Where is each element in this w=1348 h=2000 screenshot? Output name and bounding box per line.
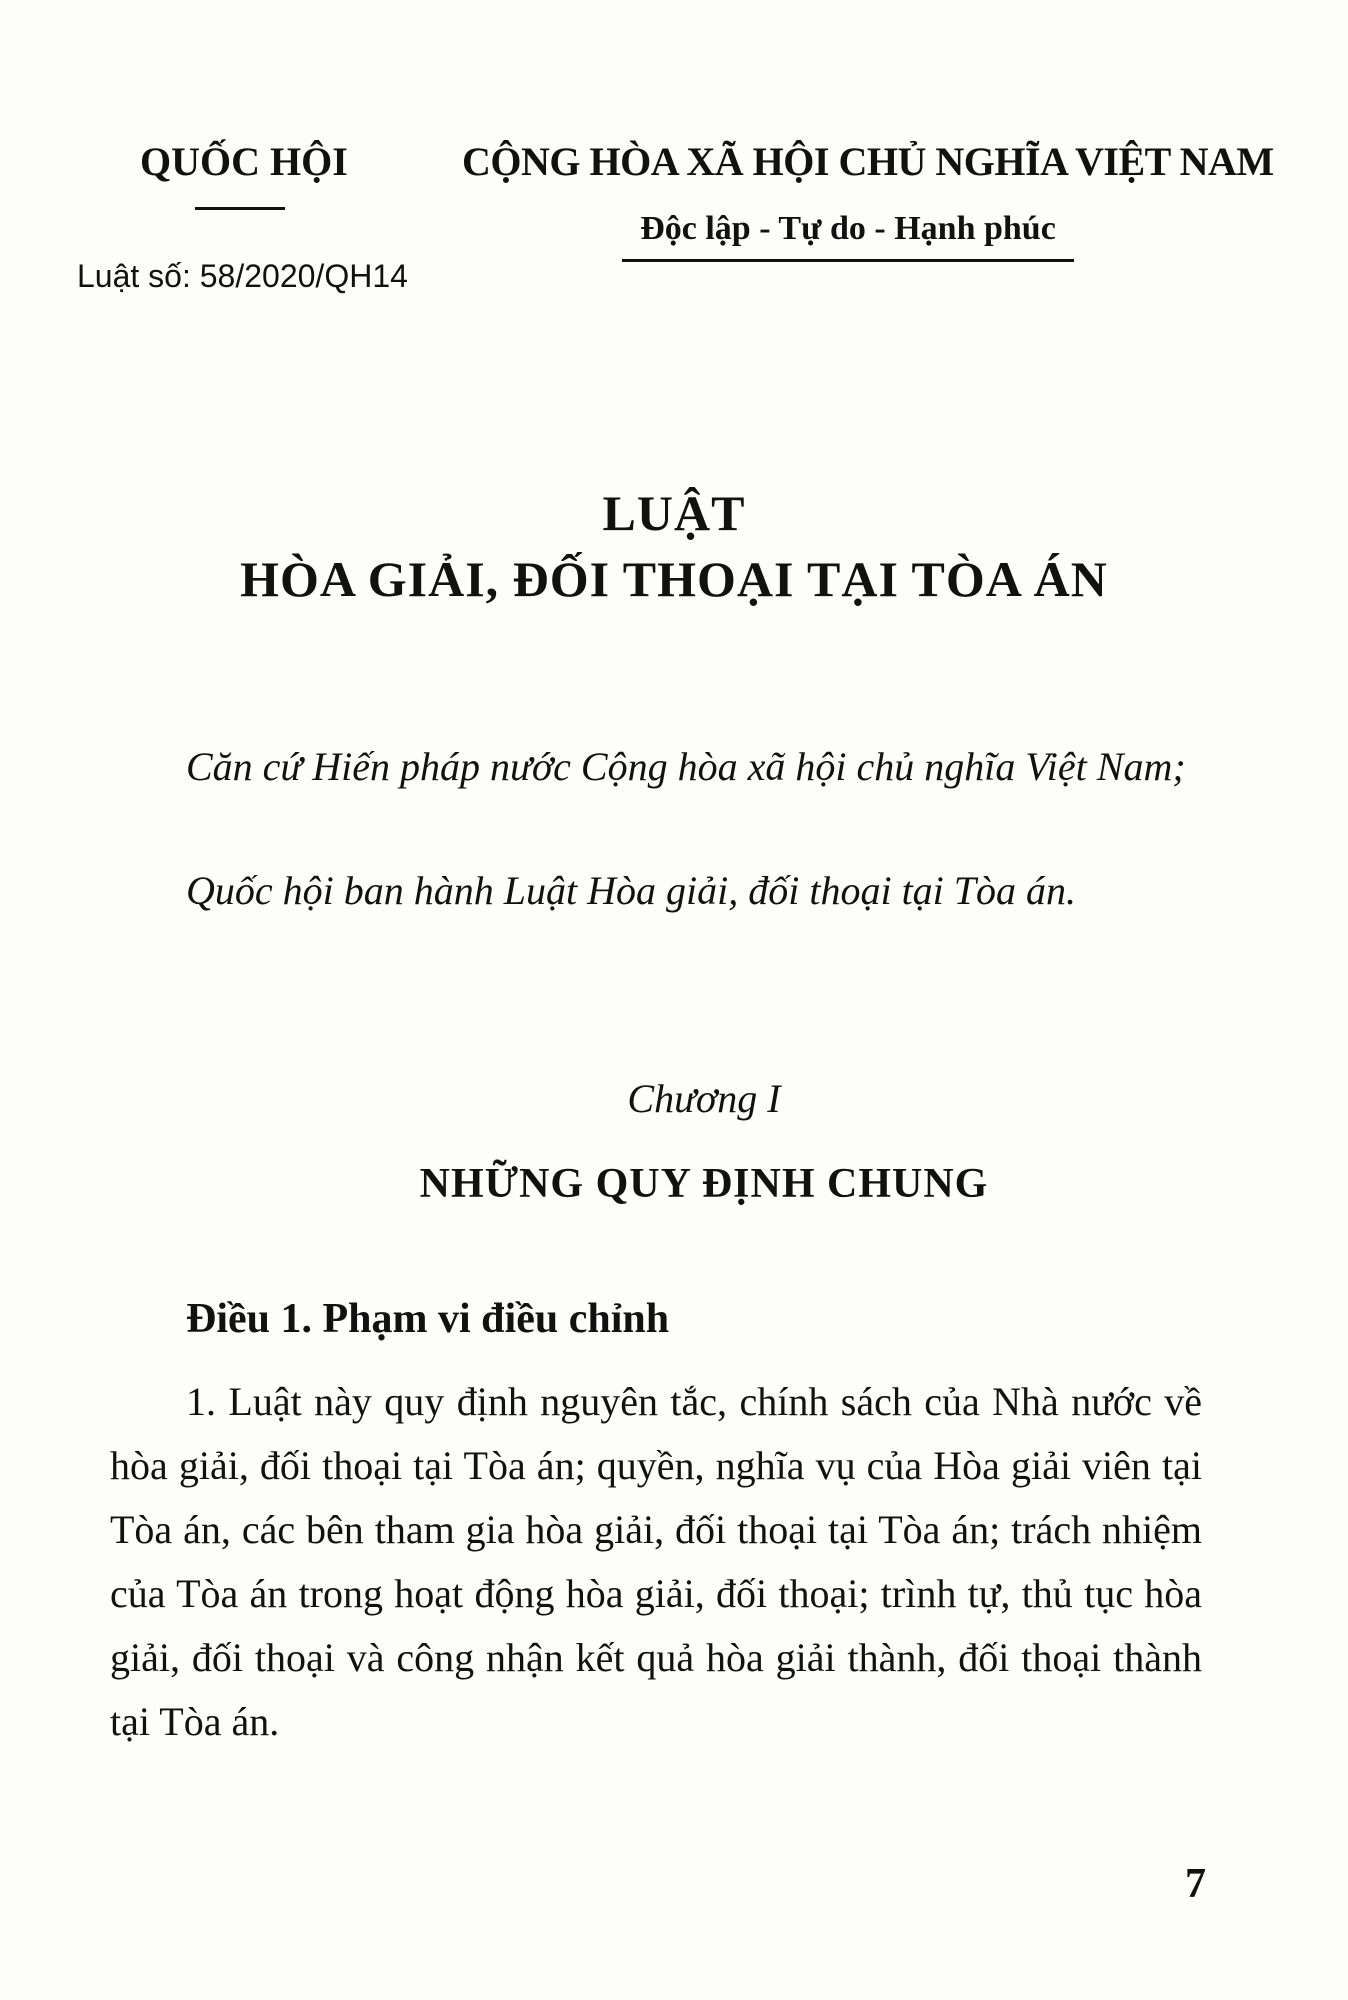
motto-underline [622,259,1074,262]
issuer-underline [195,207,285,210]
nation-name: CỘNG HÒA XÃ HỘI CHỦ NGHĨA VIỆT NAM [462,139,1274,184]
document-type-title: LUẬT [602,485,746,541]
preamble-enactment: Quốc hội ban hành Luật Hòa giải, đối thoại tại Tòa án. [186,868,1077,913]
chapter-title: NHỮNG QUY ĐỊNH CHUNG [419,1161,989,1207]
national-motto: Độc lập - Tự do - Hạnh phúc [640,210,1056,247]
article-heading: Điều 1. Phạm vi điều chỉnh [186,1296,670,1342]
law-title: HÒA GIẢI, ĐỐI THOẠI TẠI TÒA ÁN [240,551,1108,607]
chapter-label: Chương I [627,1076,781,1121]
article-clause: 1. Luật này quy định nguyên tắc, chính sách của Nhà nước về hòa giải, đối thoại tại Tòa án; quyền, nghĩa vụ của Hòa giải viên tại Tòa án, các bên tham gia hòa giải, đối thoại tại Tòa án; trách nhiệm của Tòa án trong hoạt động hòa giải, đối thoại; trình tự, thủ tục hòa giải, đối thoại và công nhận kết quả hòa giải thành, đối thoại thành tại Tòa án. [110,1379,1202,1744]
issuer-name: QUỐC HỘI [140,139,348,184]
law-number: Luật số: 58/2020/QH14 [77,258,408,294]
preamble-basis: Căn cứ Hiến pháp nước Cộng hòa xã hội chủ nghĩa Việt Nam; [186,744,1186,789]
page-number: 7 [1185,1861,1206,1907]
